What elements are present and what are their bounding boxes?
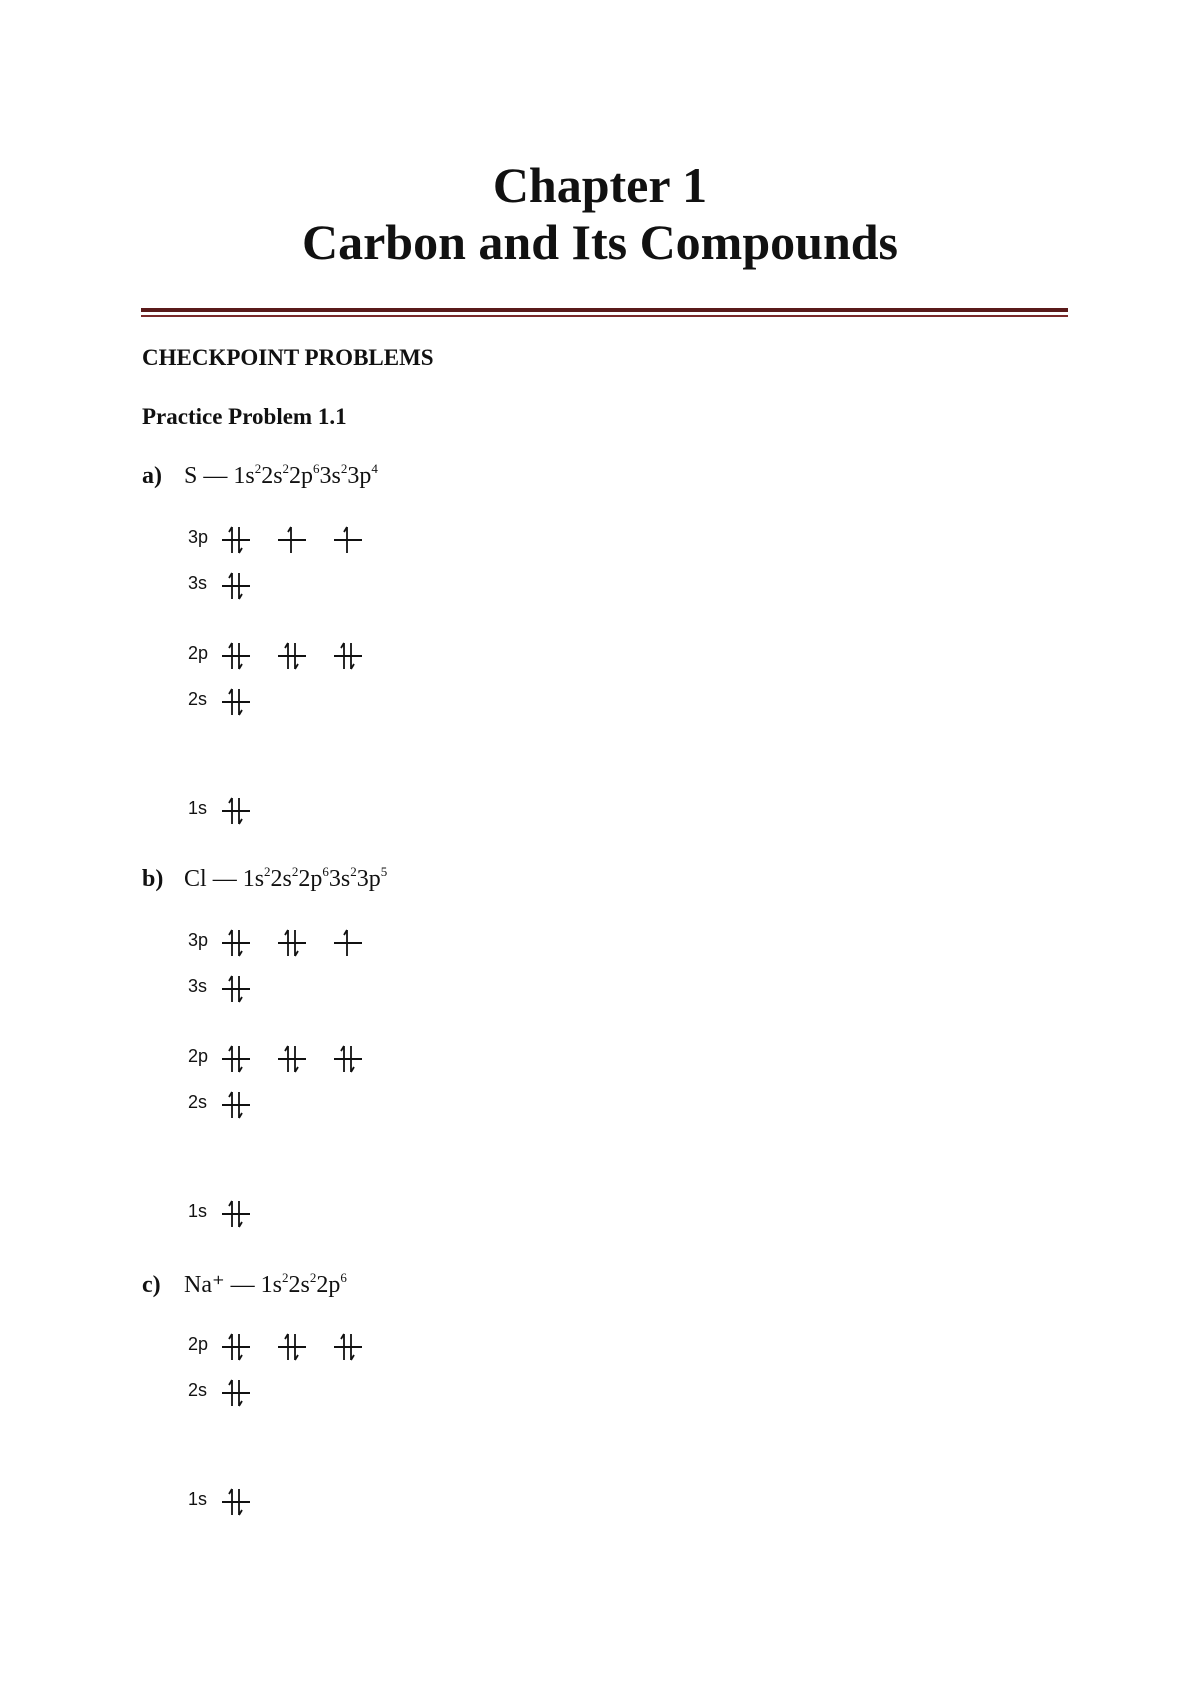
paired-electrons-icon: [219, 639, 253, 673]
electron-count: 2: [282, 461, 290, 476]
subshell-name: 3p: [347, 463, 372, 489]
orbital-row-1s: [188, 1485, 588, 1519]
paired-electrons-icon: [219, 972, 253, 1006]
config-term: [329, 866, 357, 892]
config-term: [357, 866, 388, 892]
paired-electrons-icon: [219, 1376, 253, 1410]
orbital-label: 2p: [188, 1334, 209, 1354]
config-term: [289, 463, 320, 489]
orbital-label: 3p: [188, 527, 209, 547]
orbital-label: 2s: [188, 1092, 208, 1112]
config-term: [233, 463, 261, 489]
paired-electrons-icon: [219, 794, 253, 828]
orbital-label: 1s: [188, 798, 208, 818]
orbital-label: 3s: [188, 976, 208, 996]
subshell-name: 1s: [233, 463, 255, 489]
orbital-row-3s: [188, 569, 588, 603]
subshell-name: 2p: [316, 1272, 341, 1298]
config-term: [289, 1272, 317, 1298]
config-term: [347, 463, 378, 489]
paired-electrons-icon: [275, 926, 309, 960]
dash-separator: —: [224, 1272, 261, 1298]
paired-electrons-icon: [219, 1197, 253, 1231]
dash-separator: —: [206, 866, 243, 892]
orbital-label: 3p: [188, 930, 209, 950]
paired-electrons-icon: [331, 1330, 365, 1364]
electron-count: 6: [322, 864, 329, 879]
orbital-row-3s: [188, 972, 588, 1006]
paired-electrons-icon: [219, 523, 253, 557]
part-label: a): [142, 463, 162, 489]
subshell-name: 2p: [298, 866, 323, 892]
paired-electrons-icon: [331, 639, 365, 673]
paired-electrons-icon: [219, 1042, 253, 1076]
section-heading: CHECKPOINT PROBLEMS: [142, 345, 434, 370]
config-term: [271, 866, 299, 892]
paired-electrons-icon: [331, 1042, 365, 1076]
orbital-row-2p: [188, 639, 588, 673]
single-electron-icon: [331, 523, 365, 557]
subshell-name: 3s: [328, 866, 351, 892]
subshell-name: 2s: [270, 866, 292, 892]
species-symbol: Na⁺: [184, 1272, 225, 1298]
electron-count: 2: [291, 864, 299, 879]
orbital-label: 3s: [188, 573, 208, 593]
orbital-label: 2p: [188, 643, 209, 663]
chapter-number: Chapter 1: [492, 157, 708, 213]
orbital-row-1s: [188, 1197, 588, 1231]
paired-electrons-icon: [219, 926, 253, 960]
title-rule-thin: [141, 315, 1068, 317]
orbital-label: 1s: [188, 1201, 208, 1221]
subshell-name: 3p: [356, 866, 381, 892]
subshell-name: 2s: [288, 1272, 310, 1298]
paired-electrons-icon: [275, 639, 309, 673]
subshell-name: 1s: [242, 866, 265, 892]
electron-count: 2: [264, 864, 271, 879]
orbital-row-1s: [188, 794, 588, 828]
chapter-title: Carbon and Its Compounds: [301, 214, 899, 270]
title-rule-thick: [141, 308, 1068, 312]
config-term: [243, 866, 271, 892]
electron-configuration: [142, 866, 387, 893]
config-term: [298, 866, 329, 892]
paired-electrons-icon: [219, 1088, 253, 1122]
electron-count: 5: [380, 864, 388, 879]
paired-electrons-icon: [275, 1042, 309, 1076]
subshell-name: 2s: [261, 463, 283, 489]
orbital-row-2p: [188, 1330, 588, 1364]
paired-electrons-icon: [219, 1330, 253, 1364]
orbital-label: 2s: [188, 1380, 208, 1400]
orbital-label: 2s: [188, 689, 208, 709]
paired-electrons-icon: [219, 569, 253, 603]
electron-configuration: [142, 1270, 347, 1299]
orbital-row-3p: [188, 523, 588, 557]
electron-count: 2: [309, 1270, 317, 1285]
electron-count: 2: [350, 864, 357, 879]
orbital-row-3p: [188, 926, 588, 960]
config-term: [320, 463, 348, 489]
species-symbol: Cl: [184, 866, 207, 892]
problem-heading: Practice Problem 1.1: [142, 404, 347, 429]
electron-count: 4: [371, 461, 378, 476]
electron-count: 2: [282, 1270, 289, 1285]
subshell-name: 2p: [289, 463, 314, 489]
electron-count: 2: [340, 461, 348, 476]
paired-electrons-icon: [219, 685, 253, 719]
orbital-row-2p: [188, 1042, 588, 1076]
single-electron-icon: [275, 523, 309, 557]
orbital-row-2s: [188, 1376, 588, 1410]
electron-count: 2: [254, 461, 262, 476]
part-label: b): [142, 866, 164, 892]
paired-electrons-icon: [275, 1330, 309, 1364]
subshell-name: 3s: [319, 463, 341, 489]
config-term: [261, 1272, 289, 1298]
paired-electrons-icon: [219, 1485, 253, 1519]
orbital-label: 2p: [188, 1046, 209, 1066]
electron-count: 6: [340, 1270, 347, 1285]
orbital-row-2s: [188, 685, 588, 719]
config-term: [316, 1272, 347, 1298]
part-label: c): [142, 1272, 161, 1298]
subshell-name: 1s: [260, 1272, 282, 1298]
orbital-label: 1s: [188, 1489, 208, 1509]
config-term: [261, 463, 289, 489]
single-electron-icon: [331, 926, 365, 960]
electron-configuration: [142, 463, 378, 490]
dash-separator: —: [197, 463, 234, 489]
orbital-row-2s: [188, 1088, 588, 1122]
electron-count: 6: [313, 461, 320, 476]
species-symbol: S: [184, 463, 198, 489]
